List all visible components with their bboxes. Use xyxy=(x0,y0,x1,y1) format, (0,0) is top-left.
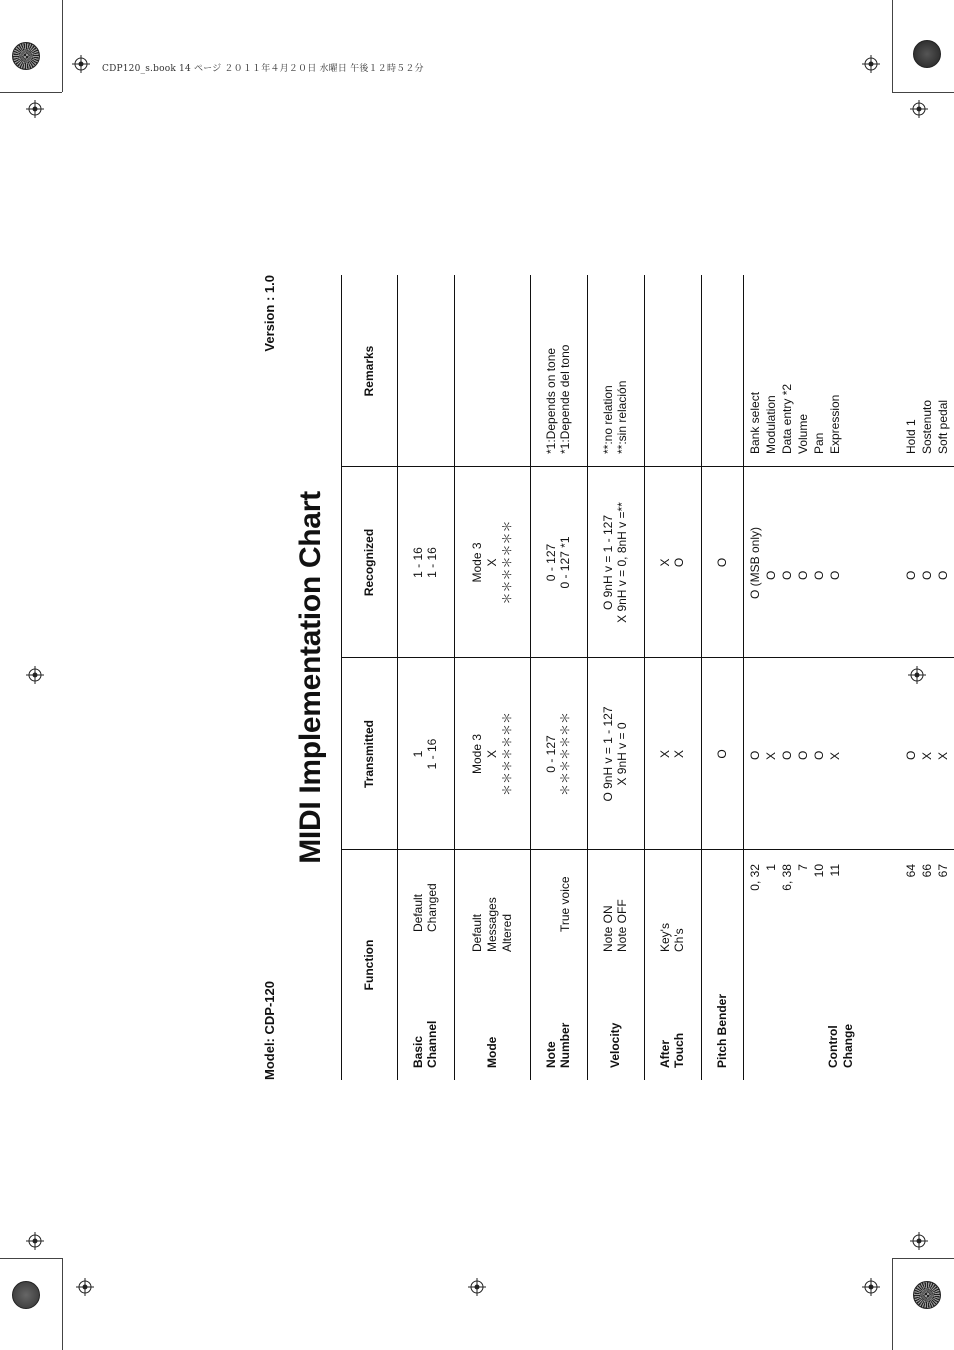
function-label: Number xyxy=(558,1022,572,1068)
transmitted-value: ＊＊＊＊＊＊＊ xyxy=(500,712,514,797)
transmitted-value: X xyxy=(672,750,686,759)
controller-number: 10 xyxy=(812,864,826,878)
controller-number: 64 xyxy=(904,864,918,878)
crop-mark xyxy=(0,92,62,93)
remark-text: Volume xyxy=(796,413,810,454)
recognized-value: X 9nH v = 0, 8nH v =** xyxy=(615,502,629,623)
registration-mark-icon xyxy=(468,1278,486,1296)
controller-number: 7 xyxy=(796,864,810,871)
registration-mark-icon xyxy=(862,1278,880,1296)
transmitted-value: X xyxy=(936,751,950,760)
remark-text: *1:Depende del tono xyxy=(558,344,572,454)
recognized-value: Mode 3 xyxy=(470,542,484,583)
remark-text: Sostenuto xyxy=(920,399,934,454)
transmitted-value: X xyxy=(920,751,934,760)
function-sub-label: Changed xyxy=(425,883,439,932)
column-header-function: Function xyxy=(362,939,376,991)
crop-mark xyxy=(62,1258,63,1350)
transmitted-value: 1 xyxy=(411,750,425,758)
function-sub-label: Key's xyxy=(658,923,672,952)
remark-text: **:no relation xyxy=(601,385,615,454)
column-header-recognized: Recognized xyxy=(362,528,376,597)
midi-implementation-table xyxy=(341,275,954,1080)
recognized-value: O 9nH v = 1 - 127 xyxy=(601,514,615,611)
function-sub-label: Note ON xyxy=(601,905,615,952)
function-sub-label: Messages xyxy=(485,897,499,952)
remark-text: Expression xyxy=(828,394,842,454)
page-title: MIDI Implementation Chart xyxy=(294,491,327,864)
color-bar-dial-icon xyxy=(913,1281,941,1309)
remark-text: Modulation xyxy=(764,395,778,454)
function-sub-label: Ch's xyxy=(672,928,686,952)
transmitted-value: O xyxy=(748,750,762,760)
crop-mark xyxy=(62,0,63,92)
color-bar-dial-icon xyxy=(913,40,941,68)
transmitted-value: X 9nH v = 0 xyxy=(615,722,629,786)
recognized-value: O xyxy=(715,557,729,568)
crop-mark xyxy=(892,1258,893,1350)
transmitted-value: X xyxy=(764,751,778,760)
printer-slug: CDP120_s.book 14 ページ ２０１１年４月２０日 水曜日 午後１２時５２分 xyxy=(102,64,424,74)
remark-text: Pan xyxy=(812,432,826,454)
remark-text: **:sin relación xyxy=(615,380,629,454)
recognized-value: O xyxy=(936,570,950,580)
version-label: Version : 1.0 xyxy=(262,275,277,352)
function-sub-label: True voice xyxy=(558,876,572,932)
remark-text: Hold 1 xyxy=(904,419,918,454)
transmitted-value: O xyxy=(812,750,826,760)
registration-mark-icon xyxy=(910,100,928,118)
controller-number: 6, 38 xyxy=(780,864,794,891)
recognized-value: 1 - 16 xyxy=(425,547,439,578)
registration-mark-icon xyxy=(26,1232,44,1250)
function-label: Change xyxy=(841,1023,855,1068)
function-label: Note xyxy=(544,1041,558,1068)
transmitted-value: O xyxy=(780,750,794,760)
function-label: Touch xyxy=(672,1032,686,1068)
transmitted-value: Mode 3 xyxy=(470,733,484,775)
table-header-row xyxy=(342,275,398,1080)
function-label: Pitch Bender xyxy=(715,993,729,1068)
registration-mark-icon xyxy=(26,666,44,684)
recognized-value: O xyxy=(764,570,778,580)
controller-number: 67 xyxy=(936,864,950,878)
recognized-value: O (MSB only) xyxy=(748,526,762,599)
remark-text: Bank select xyxy=(748,391,762,454)
crop-mark xyxy=(0,1258,62,1259)
table-row xyxy=(397,275,455,1080)
function-sub-label: Note OFF xyxy=(615,899,629,952)
function-label: Mode xyxy=(485,1036,499,1068)
registration-mark-icon xyxy=(26,100,44,118)
crop-mark xyxy=(892,0,893,92)
table-row xyxy=(743,275,954,1080)
recognized-value: O xyxy=(828,570,842,580)
table-row xyxy=(587,275,645,1080)
recognized-value: 1 - 16 xyxy=(411,547,425,578)
recognized-value: O xyxy=(920,570,934,580)
recognized-value: O xyxy=(780,570,794,580)
registration-mark-icon xyxy=(76,1278,94,1296)
controller-number: 0, 32 xyxy=(748,864,762,891)
crop-mark xyxy=(892,92,954,93)
function-sub-label: Default xyxy=(411,893,425,932)
table-row xyxy=(701,275,744,1080)
transmitted-value: 1 - 16 xyxy=(425,738,439,770)
transmitted-value: O xyxy=(904,750,918,760)
recognized-value: 0 - 127 *1 xyxy=(558,536,572,589)
transmitted-value: ＊＊＊＊＊＊＊ xyxy=(558,712,572,797)
transmitted-value: X xyxy=(828,751,842,760)
registration-mark-icon xyxy=(910,1232,928,1250)
column-header-remarks: Remarks xyxy=(362,345,376,397)
model-label: Model: CDP-120 xyxy=(262,981,277,1080)
function-label: After xyxy=(658,1039,672,1068)
transmitted-value: O xyxy=(796,750,810,760)
color-bar-dial-icon xyxy=(12,42,40,70)
recognized-value: O xyxy=(796,570,810,580)
recognized-value: O xyxy=(812,570,826,580)
transmitted-value: O 9nH v = 1 - 127 xyxy=(601,706,615,802)
controller-number: 11 xyxy=(828,864,842,877)
recognized-value: O xyxy=(904,570,918,580)
remark-text: Soft pedal xyxy=(936,399,950,454)
registration-mark-icon xyxy=(72,55,90,73)
recognized-value: X xyxy=(485,558,499,567)
controller-number: 1 xyxy=(764,864,778,871)
controller-number: 66 xyxy=(920,864,934,878)
remark-text: Data entry *2 xyxy=(780,383,794,454)
recognized-value: O xyxy=(672,557,686,568)
table-row xyxy=(644,275,702,1080)
registration-mark-icon xyxy=(468,45,486,63)
function-sub-label: Default xyxy=(470,913,484,952)
crop-mark xyxy=(892,1258,954,1259)
function-label: Velocity xyxy=(608,1022,622,1068)
function-sub-label: Altered xyxy=(500,913,514,952)
function-label: Basic xyxy=(411,1035,425,1068)
transmitted-value: X xyxy=(658,750,672,759)
registration-mark-icon xyxy=(862,55,880,73)
transmitted-value: O xyxy=(715,749,729,759)
column-header-transmitted: Transmitted xyxy=(362,720,376,789)
recognized-value: X xyxy=(658,558,672,567)
transmitted-value: 0 - 127 xyxy=(544,735,558,773)
transmitted-value: X xyxy=(485,750,499,759)
midi-chart-page xyxy=(262,275,954,1080)
color-bar-dial-icon xyxy=(12,1281,40,1309)
function-label: Channel xyxy=(425,1020,439,1068)
remark-text: *1:Depends on tone xyxy=(544,347,558,454)
recognized-value: 0 - 127 xyxy=(544,543,558,582)
recognized-value: ＊＊＊＊＊＊＊ xyxy=(500,520,514,605)
table-row xyxy=(530,275,588,1080)
function-label: Control xyxy=(826,1025,840,1068)
table-row xyxy=(454,275,531,1080)
